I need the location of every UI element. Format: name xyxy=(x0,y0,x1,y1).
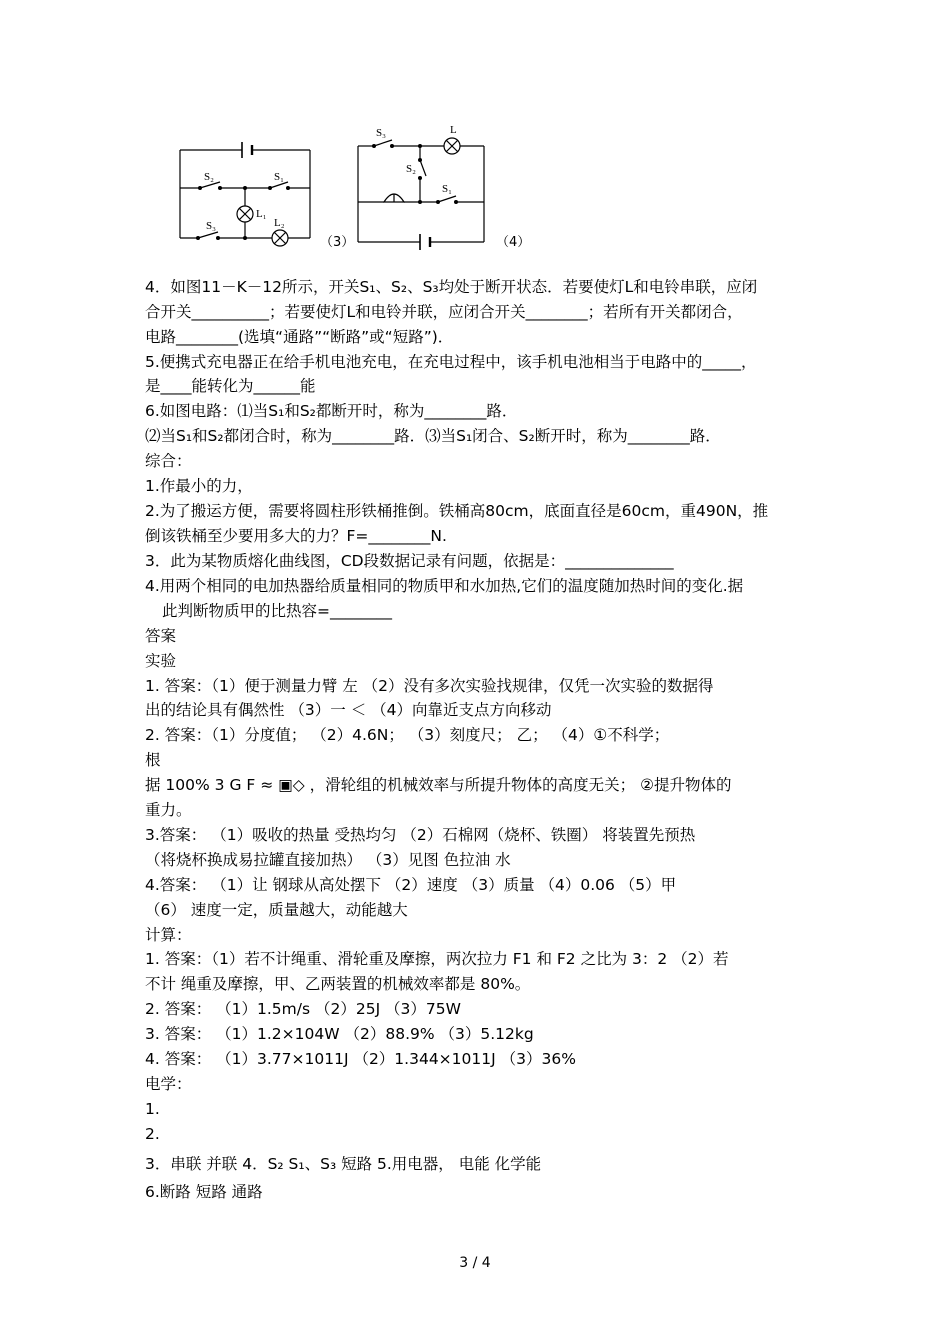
label-l1: L₁ xyxy=(256,208,267,220)
text-line: （6） 速度一定，质量越大，动能越大 xyxy=(145,901,408,919)
text-line: 不计 绳重及摩擦，甲、乙两装置的机械效率都是 80%。 xyxy=(145,975,531,993)
text-line: 2. 答案： （1）1.5m/s （2）25J （3）75W xyxy=(145,1000,461,1018)
text-line: 6.如图电路：⑴当S₁和S₂都断开时，称为________路． xyxy=(145,402,518,420)
text-line: 1. xyxy=(145,1100,160,1118)
text-line: 根 xyxy=(145,751,161,769)
text-line: 2. 答案：（1）分度值； （2）4.6N； （3）刻度尺； 乙； （4）①不科学； xyxy=(145,726,670,744)
text-line: 6.断路 短路 通路 xyxy=(145,1183,263,1201)
text-line: ⑵当S₁和S₂都闭合时，称为________路．⑶当S₁闭合、S₂断开时，称为________路． xyxy=(145,427,721,445)
text-line: 此判断物质甲的比热容=________ xyxy=(162,602,392,620)
text-line: 2.为了搬运方便，需要将圆柱形铁桶推倒。铁桶高80cm，底面直径是60cm，重490N，推 xyxy=(145,502,769,520)
text-line: 5.便携式充电器正在给手机电池充电，在充电过程中，该手机电池相当于电路中的_____， xyxy=(145,353,757,371)
section-heading: 电学： xyxy=(145,1075,192,1093)
text-line: 1. 答案：（1）便于测量力臂 左 （2）没有多次实验找规律，仅凭一次实验的数据得 xyxy=(145,677,714,695)
label-s1: S₁ xyxy=(274,171,284,183)
text-line: 电路________(选填“通路”“断路”或“短路”)． xyxy=(145,328,454,346)
figure-3-caption: （3） xyxy=(320,235,355,250)
text-line: 合开关__________；若要使灯L和电铃并联，应闭合开关________；若所有开关都闭合， xyxy=(145,303,743,321)
label-s1: S₁ xyxy=(442,183,452,195)
text-line: 倒该铁桶至少要用多大的力？F=________N. xyxy=(145,527,447,545)
text-line: 1. 答案：（1）若不计绳重、滑轮重及摩擦，两次拉力 F1 和 F2 之比为 3：2 （2）若 xyxy=(145,950,729,968)
text-line: 3．串联 并联 4．S₂ S₁、S₃ 短路 5.用电器， 电能 化学能 xyxy=(145,1155,542,1173)
text-line: 是____能转化为______能 xyxy=(145,377,316,395)
text-line: 1.作最小的力， xyxy=(145,477,253,495)
text-line: 3．此为某物质熔化曲线图，CD段数据记录有问题，依据是：______________ xyxy=(145,552,674,570)
label-s2: S₂ xyxy=(204,171,214,183)
label-s3: S₃ xyxy=(376,127,386,139)
text-line: 3. 答案： （1）1.2×104W （2）88.9% （3）5.12kg xyxy=(145,1025,534,1043)
text-line: 2. xyxy=(145,1125,160,1143)
section-heading: 实验 xyxy=(145,652,177,670)
text-line: （将烧杯换成易拉罐直接加热） （3）见图 色拉油 水 xyxy=(145,851,511,869)
circuit-diagram-4 xyxy=(350,120,530,260)
label-s3: S₃ xyxy=(206,220,216,232)
circuit-figure-4 xyxy=(350,120,530,260)
text-line: 3.答案： （1）吸收的热量 受热均匀 （2）石棉网（烧杯、铁圈） 将装置先预热 xyxy=(145,826,696,844)
section-heading: 计算： xyxy=(145,926,192,944)
text-line: 4．如图11－K－12所示，开关S₁、S₂、S₃均处于断开状态．若要使灯L和电铃串联，应闭 xyxy=(145,278,758,296)
page-number: 3 / 4 xyxy=(459,1255,491,1271)
label-l: L xyxy=(450,124,457,136)
text-line: 出的结论具有偶然性 （3）一 ＜ （4）向靠近支点方向移动 xyxy=(145,701,552,719)
label-s2: S₂ xyxy=(406,163,416,175)
section-heading: 答案 xyxy=(145,627,177,645)
text-line: 据 100% 3 G F ≈ ▣◇ ，滑轮组的机械效率与所提升物体的高度无关； ②提升物体的 xyxy=(145,776,732,794)
text-line: 重力。 xyxy=(145,801,192,819)
circuit-diagram-3 xyxy=(170,128,360,258)
label-l2: L₂ xyxy=(274,217,285,229)
section-heading: 综合： xyxy=(145,452,192,470)
text-line: 4. 答案： （1）3.77×1011J （2）1.344×1011J （3）36% xyxy=(145,1050,576,1068)
figure-4-caption: （4） xyxy=(496,235,530,250)
text-line: 4.答案： （1）让 钢球从高处摆下 （2）速度 （3）质量 （4）0.06 （5）甲 xyxy=(145,876,677,894)
text-line: 4.用两个相同的电加热器给质量相同的物质甲和水加热,它们的温度随加热时间的变化.据 xyxy=(145,577,744,595)
circuit-figure-3 xyxy=(170,128,360,258)
